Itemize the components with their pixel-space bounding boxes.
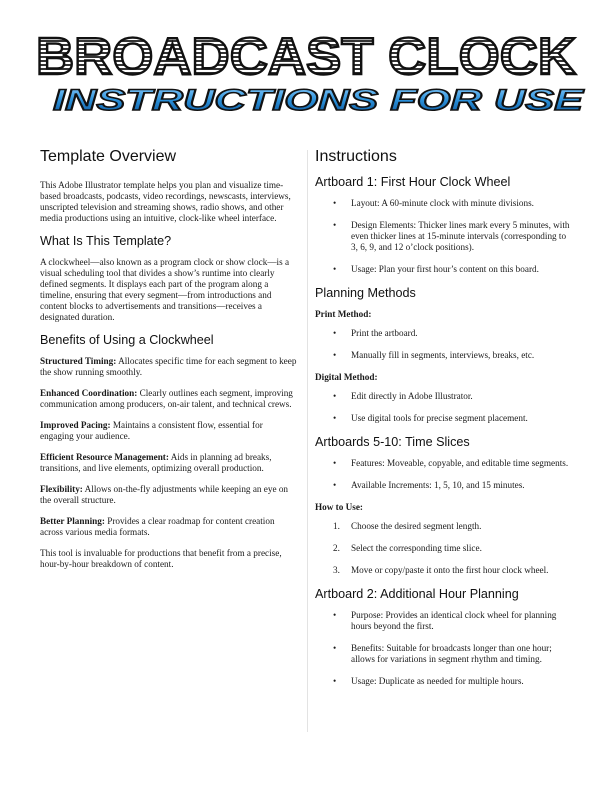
title-line-2: INSTRUCTIONS FOR USE — [53, 84, 585, 117]
how-to-steps — [315, 521, 575, 576]
list-item: • Purpose: Provides an identical clock wheel for planning hours beyond the first. — [315, 610, 575, 632]
overview-heading: Template Overview — [40, 148, 177, 165]
benefits-heading: Benefits of Using a Clockwheel — [40, 333, 214, 347]
benefit-improved-pacing: Improved Pacing: Maintains a consistent flow, essential for engaging your audience. — [40, 420, 263, 441]
list-item: • Use digital tools for precise segment placement. — [315, 413, 575, 424]
print-method-label: Print Method: — [315, 309, 372, 319]
benefit-resource-management: Efficient Resource Management: Aids in planning ad breaks, transitions, and live elements, optimizing overall production. — [40, 452, 272, 473]
slices-heading: Artboards 5-10: Time Slices — [315, 435, 470, 449]
list-item: • Edit directly in Adobe Illustrator. — [315, 391, 575, 402]
column-divider — [307, 150, 308, 732]
list-item: • Available Increments: 1, 5, 10, and 15 minutes. — [315, 480, 575, 491]
benefit-structured-timing: Structured Timing: Allocates specific time for each segment to keep the show running smoothly. — [40, 356, 297, 377]
step-item: 1. Choose the desired segment length. — [333, 521, 482, 531]
what-heading: What Is This Template? — [40, 234, 172, 248]
artboard1-list — [315, 198, 575, 275]
benefit-flexibility: Flexibility: Allows on-the-fly adjustments while keeping an eye on the overall structure. — [40, 484, 289, 505]
title-line-1: BROADCAST CLOCK — [36, 28, 577, 86]
list-item: • Design Elements: Thicker lines mark every 5 minutes, with even thicker lines at 15-minute intervals (corresponding to 3, 6, 9, and 12 o’clock positions). — [315, 220, 575, 253]
list-item: • Features: Moveable, copyable, and editable time segments. — [315, 458, 575, 469]
print-list — [315, 328, 575, 361]
list-item: • Benefits: Suitable for broadcasts longer than one hour; allows for variations in segment rhythm and timing. — [315, 643, 575, 665]
benefit-better-planning: Better Planning: Provides a clear roadmap for content creation across various media formats. — [40, 516, 275, 537]
list-item: • Print the artboard. — [315, 328, 575, 339]
benefit-enhanced-coordination: Enhanced Coordination: Clearly outlines each segment, improving communication among producers, on-air talent, and technical crews. — [40, 388, 293, 409]
step-item: 3. Move or copy/paste it onto the first hour clock wheel. — [333, 565, 549, 575]
list-item: • Layout: A 60-minute clock with minute divisions. — [315, 198, 575, 209]
left-column — [40, 148, 298, 580]
list-item: • Usage: Duplicate as needed for multiple hours. — [315, 676, 575, 687]
how-to-use-label: How to Use: — [315, 502, 363, 512]
right-column — [315, 148, 575, 698]
artboard2-list — [315, 610, 575, 687]
closing-text: This tool is invaluable for productions that benefit from a precise, hour-by-hour breakdown of content. — [40, 548, 282, 569]
title-banner — [0, 0, 612, 120]
slices-list — [315, 458, 575, 491]
artboard1-heading: Artboard 1: First Hour Clock Wheel — [315, 175, 511, 189]
artboard2-heading: Artboard 2: Additional Hour Planning — [315, 587, 519, 601]
list-item: • Usage: Plan your first hour’s content on this board. — [315, 264, 575, 275]
list-item: • Manually fill in segments, interviews, breaks, etc. — [315, 350, 575, 361]
planning-heading: Planning Methods — [315, 286, 416, 300]
what-text: A clockwheel—also known as a program clock or show clock—is a visual scheduling tool that divides a show’s runtime into clearly defined segments. It displays each part of the program along a timeline, ensuring that every segment—from introductions and content blocks to advertisements and transitions—receives a designated duration. — [40, 257, 290, 322]
step-item: 2. Select the corresponding time slice. — [333, 543, 482, 553]
digital-list — [315, 391, 575, 424]
instructions-heading: Instructions — [315, 148, 397, 165]
intro-text: This Adobe Illustrator template helps you plan and visualize time-based broadcasts, podcasts, video recordings, newscasts, interviews, unscripted television and streaming shows, radio shows, and other media productions using an intuitive, clock-like wheel interface. — [40, 180, 291, 223]
digital-method-label: Digital Method: — [315, 372, 378, 382]
